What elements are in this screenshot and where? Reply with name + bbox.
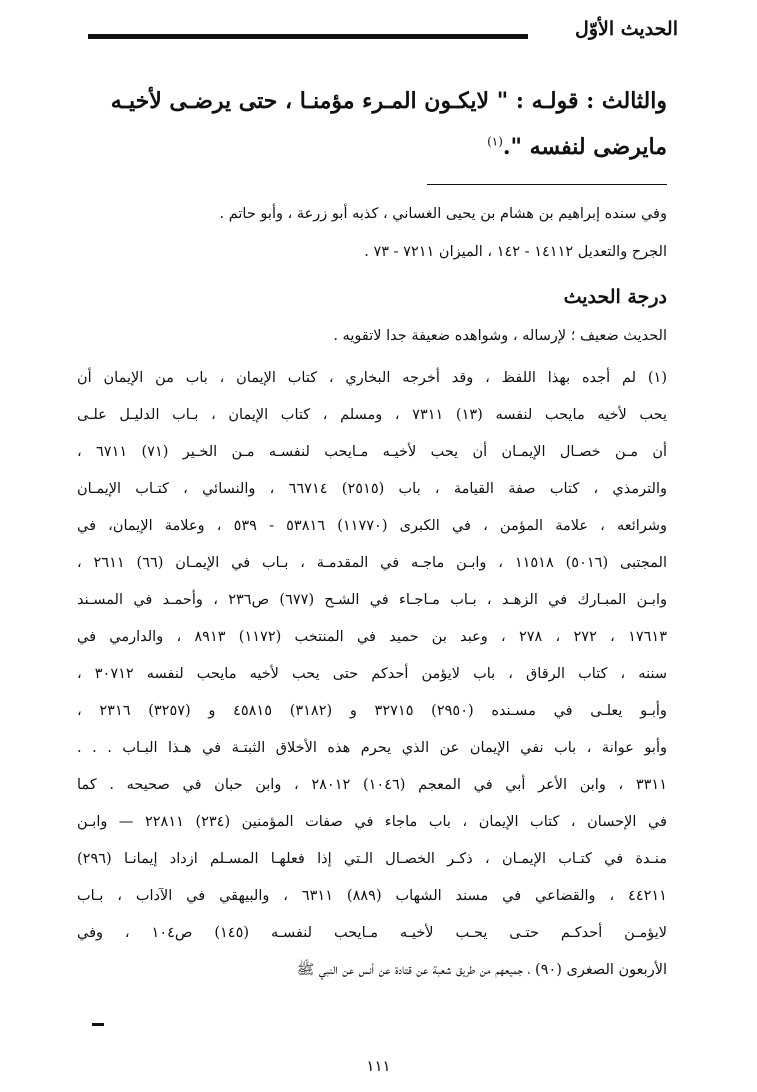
- page-number: ١١١: [366, 1057, 391, 1075]
- footnote-separator: [427, 184, 667, 185]
- hadith-text-line-1: والثالث : قولـه : " لايكـون المـرء مؤمنـا ، حتى يرضـى لأخيـه: [110, 88, 667, 114]
- prev-footnote-line-2: الجرح والتعديل ١٤١١٢ - ١٤٢ ، الميزان ٧٢١١ - ٧٣ .: [364, 244, 667, 260]
- footnote-line: وأبو عوانة ، باب نفي الإيمان عن الذي يحرم هذه الأخلاق الثبتـة في هـذا البـاب . . .: [77, 740, 667, 756]
- footnote-line: الأربعون الصغرى (٩٠) ، جميعهم من طريق شعبة عن قتادة عن أنس عن النبي ﷺ: [296, 962, 667, 978]
- footnote-line: ٣٣١١ ، وابن الأعر أبي في المعجم (١٠٤٦) ٢٨٠١٢ ، وابن حبان في صحيحه . كما: [77, 777, 667, 793]
- footnote-line: ٤٤٢١١ ، والقضاعي في مسند الشهاب (٨٨٩) ٦٣١١ ، والبيهقي في الآداب ، بـاب: [77, 888, 667, 904]
- footnote-line: المجتبى (٥٠١٦) ١١٥١٨ ، وابـن ماجـه في المقدمـة ، بـاب في الإيمـان (٦٦) ٢٦١١ ،: [77, 555, 667, 571]
- running-header: [88, 14, 678, 54]
- footnote-line: يحب لأخيه مايحب لنفسه (١٣) ٧٣١١ ، ومسلم ، كتاب الإيمان ، بـاب الدليـل علـى: [77, 407, 667, 423]
- hadith-text-line-2: [77, 134, 667, 160]
- hadith-text-line-2-content: مايرضى لنفسه ".: [502, 134, 667, 160]
- footnote-line: سننه ، كتاب الرقاق ، باب لايؤمن أحدكم حتى يحب لأخيه مايحب لنفسه ٣٠٧١٢ ،: [77, 666, 667, 682]
- header-rule: [88, 34, 528, 39]
- header-title: الحديث الأوّل: [575, 18, 678, 40]
- footnote-line: والترمذي ، كتاب صفة القيامة ، باب (٢٥١٥) ٦٦٧١٤ ، والنسائي ، كتـاب الإيمـان: [77, 481, 667, 497]
- section-title: درجة الحديث: [563, 286, 667, 308]
- footnote-line: ١٧٦١٣ ، ٢٧٢ ، ٢٧٨ ، وعبد بن حميد في المنتخب (١١٧٢) ٨٩١٣ ، والدارمي في: [77, 629, 668, 645]
- footnote-line: وشرائعه ، علامة المؤمن ، في الكبرى (١١٧٧٠) ٥٣٨١٦ - ٥٣٩ ، وعلامة الإيمان، في: [77, 518, 667, 534]
- prev-footnote-line-1: وفي سنده إبراهيم بن هشام بن يحيى الغساني ، كذبه أبو زرعة ، وأبو حاتم .: [219, 206, 667, 222]
- footnote-line: في الإحسان ، كتاب الإيمان ، باب ماجاء في صفات المؤمنين (٢٣٤) ٢٢٨١١ — وابـن: [77, 814, 667, 830]
- end-dash: [92, 1023, 104, 1026]
- footnote-line: وابـن المبـارك في الزهـد ، بـاب مـاجـاء في الشـح (٦٧٧) ص٢٣٦ ، وأحمـد في المسـند: [77, 592, 667, 608]
- footnote-line: (١) لم أجده بهذا اللفظ ، وقد أخرجه البخاري ، كتاب الإيمان ، باب من الإيمان أن: [77, 370, 667, 386]
- footnote-line: وأبـو يعلـى في مسـنده (٢٩٥٠) ٣٢٧١٥ و (٣١٨٢) ٤٥٨١٥ و (٣٢٥٧) ٢٣١٦ ،: [77, 703, 667, 719]
- footnote-line: لايؤمـن أحدكـم حتـى يحـب لأخيـه مـايحب لنفسـه (١٤٥) ص١٠٤ ، وفي: [77, 925, 668, 941]
- grade-text: الحديث ضعيف ؛ لإرساله ، وشواهده ضعيفة جدا لاتقويه .: [333, 328, 667, 344]
- footnote-reference[interactable]: (١): [487, 134, 503, 149]
- footnote-line: منـدة في كتـاب الإيمـان ، ذكـر الخصـال الـتي إذا فعلهـا المسـلم ازداد إيمانـا (٢٩٦): [77, 851, 667, 867]
- footnote-line: أن مـن خصـال الإيمـان أن يحب لأخيـه مـايحب لنفسـه مـن الخـير (٧١) ٦٧١١ ،: [77, 444, 667, 460]
